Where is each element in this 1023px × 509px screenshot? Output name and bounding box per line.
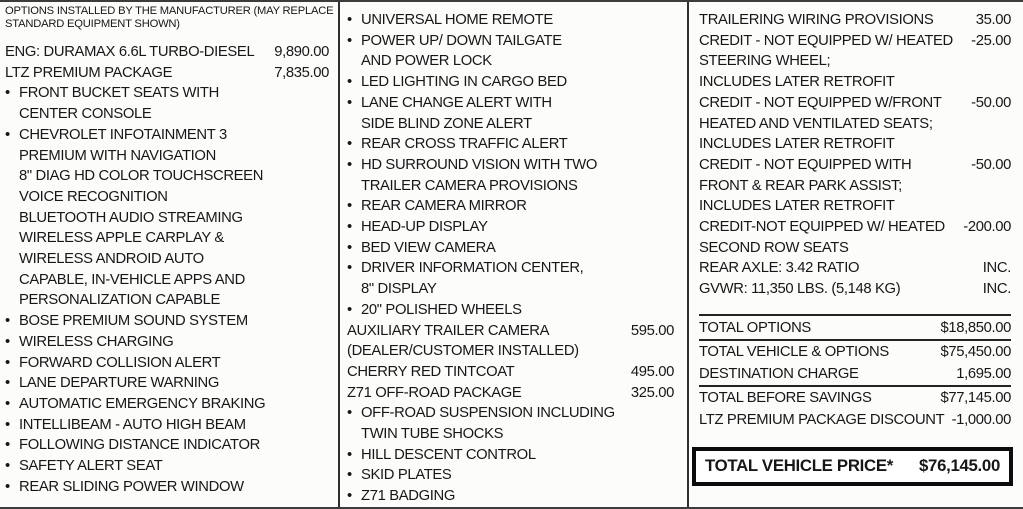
- option-text: HEAD-UP DISPLAY: [361, 219, 488, 236]
- option-text: CENTER CONSOLE: [19, 106, 152, 123]
- option-row: [5, 290, 329, 311]
- option-price: 35.00: [975, 12, 1011, 28]
- option-text: WIRELESS APPLE CARPLAY &: [19, 230, 224, 247]
- bullet-icon: •: [5, 437, 10, 454]
- bullet-icon: •: [347, 12, 352, 28]
- bullet-icon: •: [5, 375, 10, 392]
- option-text: SKID PLATES: [361, 467, 452, 484]
- total-row-value: $75,450.00: [940, 343, 1011, 360]
- option-row: [699, 217, 1011, 238]
- option-text: INTELLIBEAM - AUTO HIGH BEAM: [19, 416, 246, 433]
- option-price: -50.00: [971, 94, 1011, 111]
- bullet-icon: •: [347, 219, 352, 236]
- option-text: Z71 OFF-ROAD PACKAGE: [347, 384, 522, 401]
- option-row: [347, 465, 674, 486]
- bullet-icon: •: [347, 74, 352, 91]
- bullet-icon: •: [5, 395, 10, 412]
- option-text: CREDIT-NOT EQUIPPED W/ HEATED: [699, 219, 945, 236]
- total-row-label: TOTAL VEHICLE & OPTIONS: [699, 343, 889, 360]
- option-row: [699, 134, 1011, 155]
- total-row-value: $18,850.00: [940, 319, 1011, 336]
- option-row: [5, 435, 329, 456]
- option-text: PERSONALIZATION CAPABLE: [19, 292, 221, 309]
- option-row: [699, 114, 1011, 135]
- option-row: [5, 83, 329, 104]
- options-list-left: [5, 42, 329, 497]
- option-text: VOICE RECOGNITION: [19, 188, 168, 205]
- option-row: [347, 403, 674, 424]
- option-row: [5, 166, 329, 187]
- option-row: [347, 31, 674, 52]
- options-column-right: [699, 2, 1011, 486]
- option-text: CHEVROLET INFOTAINMENT 3: [19, 126, 227, 143]
- options-header-line2: STANDARD EQUIPMENT SHOWN): [5, 17, 180, 30]
- bullet-icon: •: [347, 156, 352, 173]
- option-row: [347, 300, 674, 321]
- option-text: BOSE PREMIUM SOUND SYSTEM: [19, 313, 248, 330]
- total-vehicle-price-box: [692, 447, 1013, 486]
- bullet-icon: •: [5, 333, 10, 350]
- bullet-icon: •: [5, 354, 10, 371]
- column-divider-right: [687, 2, 689, 507]
- option-text: SAFETY ALERT SEAT: [19, 458, 163, 475]
- option-text: STEERING WHEEL;: [699, 53, 831, 70]
- total-row: [699, 409, 1011, 431]
- option-text: FORWARD COLLISION ALERT: [19, 354, 221, 371]
- option-text: TRAILERING WIRING PROVISIONS: [699, 12, 934, 28]
- option-text: 8" DIAG HD COLOR TOUCHSCREEN: [19, 168, 264, 185]
- option-price: 7,835.00: [274, 64, 329, 81]
- bullet-icon: •: [347, 198, 352, 215]
- option-text: INCLUDES LATER RETROFIT: [699, 136, 895, 153]
- total-row-label: TOTAL BEFORE SAVINGS: [699, 389, 872, 406]
- option-row: [5, 208, 329, 229]
- option-row: [699, 258, 1011, 279]
- option-text: HD SURROUND VISION WITH TWO: [361, 156, 598, 173]
- option-row: [5, 456, 329, 477]
- option-price: 325.00: [630, 384, 674, 401]
- bullet-icon: •: [5, 416, 10, 433]
- option-price: -50.00: [971, 156, 1011, 173]
- option-row: [5, 270, 329, 291]
- bullet-icon: •: [347, 239, 352, 256]
- option-row: [5, 477, 329, 498]
- bullet-icon: •: [347, 32, 352, 49]
- options-list-middle: [347, 10, 674, 507]
- total-row-value: $77,145.00: [940, 389, 1011, 406]
- option-text: INCLUDES LATER RETROFIT: [699, 74, 895, 91]
- option-text: BLUETOOTH AUDIO STREAMING: [19, 209, 243, 226]
- option-text: CHERRY RED TINTCOAT: [347, 363, 515, 380]
- option-text: WIRELESS ANDROID AUTO: [19, 251, 204, 268]
- option-row: [5, 394, 329, 415]
- option-text: PREMIUM WITH NAVIGATION: [19, 147, 216, 164]
- option-text: REAR CAMERA MIRROR: [361, 198, 527, 215]
- option-text: AUXILIARY TRAILER CAMERA: [347, 322, 550, 339]
- option-text: FRONT BUCKET SEATS WITH: [19, 85, 219, 102]
- option-row: [347, 486, 674, 507]
- bullet-icon: •: [5, 313, 10, 330]
- option-row: [5, 63, 329, 84]
- options-column-middle: [347, 2, 674, 507]
- option-text: FRONT & REAR PARK ASSIST;: [699, 177, 902, 194]
- options-header: [5, 2, 334, 30]
- option-row: [699, 72, 1011, 93]
- option-row: [347, 10, 674, 31]
- option-row: [347, 383, 674, 404]
- option-text: LTZ PREMIUM PACKAGE: [5, 64, 173, 81]
- option-row: [699, 31, 1011, 52]
- option-text: 20" POLISHED WHEELS: [361, 301, 522, 318]
- option-row: [5, 332, 329, 353]
- option-text: CAPABLE, IN-VEHICLE APPS AND: [19, 271, 245, 288]
- option-text: TWIN TUBE SHOCKS: [361, 426, 504, 443]
- option-text: FOLLOWING DISTANCE INDICATOR: [19, 437, 260, 454]
- option-row: [347, 258, 674, 279]
- option-text: CREDIT - NOT EQUIPPED W/ HEATED: [699, 32, 953, 49]
- total-row-value: 1,695.00: [956, 365, 1011, 382]
- bullet-icon: •: [347, 467, 352, 484]
- option-row: [699, 10, 1011, 31]
- bullet-icon: •: [347, 94, 352, 111]
- option-row: [347, 114, 674, 135]
- options-column-left: [5, 2, 334, 497]
- option-price: INC.: [982, 281, 1011, 298]
- option-row: [347, 134, 674, 155]
- option-row: [347, 217, 674, 238]
- option-row: [699, 93, 1011, 114]
- option-text: OFF-ROAD SUSPENSION INCLUDING: [361, 405, 615, 422]
- total-row-label: DESTINATION CHARGE: [699, 365, 859, 382]
- options-list-right: [699, 10, 1011, 300]
- option-text: INCLUDES LATER RETROFIT: [699, 198, 895, 215]
- option-price: 9,890.00: [274, 44, 329, 60]
- option-text: REAR SLIDING POWER WINDOW: [19, 478, 244, 495]
- option-row: [699, 196, 1011, 217]
- option-text: SIDE BLIND ZONE ALERT: [361, 115, 532, 132]
- option-text: ENG: DURAMAX 6.6L TURBO-DIESEL: [5, 44, 255, 60]
- option-row: [699, 155, 1011, 176]
- option-text: HEATED AND VENTILATED SEATS;: [699, 115, 933, 132]
- option-row: [347, 362, 674, 383]
- option-price: -25.00: [971, 32, 1011, 49]
- option-text: BED VIEW CAMERA: [361, 239, 496, 256]
- option-text: 8" DISPLAY: [361, 281, 437, 298]
- bullet-icon: •: [347, 405, 352, 422]
- total-row: [699, 387, 1011, 409]
- option-row: [347, 445, 674, 466]
- bullet-icon: •: [347, 260, 352, 277]
- option-text: LANE DEPARTURE WARNING: [19, 375, 220, 392]
- option-text: GVWR: 11,350 LBS. (5,148 KG): [699, 281, 901, 298]
- total-row: [699, 314, 1011, 341]
- option-row: [347, 176, 674, 197]
- option-row: [5, 415, 329, 436]
- option-row: [5, 249, 329, 270]
- option-text: (DEALER/CUSTOMER INSTALLED): [347, 343, 579, 360]
- option-row: [5, 373, 329, 394]
- option-text: REAR AXLE: 3.42 RATIO: [699, 260, 860, 277]
- column-divider-left: [338, 2, 340, 507]
- option-price: INC.: [982, 260, 1011, 277]
- option-text: CREDIT - NOT EQUIPPED W/FRONT: [699, 94, 942, 111]
- option-text: LANE CHANGE ALERT WITH: [361, 94, 552, 111]
- total-vehicle-price-label: TOTAL VEHICLE PRICE*: [705, 455, 893, 475]
- option-text: AND POWER LOCK: [361, 53, 492, 70]
- option-row: [699, 176, 1011, 197]
- option-text: TRAILER CAMERA PROVISIONS: [361, 177, 578, 194]
- total-row: [699, 363, 1011, 387]
- option-row: [347, 93, 674, 114]
- option-row: [347, 155, 674, 176]
- option-text: DRIVER INFORMATION CENTER,: [361, 260, 584, 277]
- bullet-icon: •: [347, 488, 352, 505]
- bullet-icon: •: [5, 85, 10, 102]
- bullet-icon: •: [5, 478, 10, 495]
- option-text: UNIVERSAL HOME REMOTE: [361, 12, 553, 28]
- option-text: CREDIT - NOT EQUIPPED WITH: [699, 156, 912, 173]
- bullet-icon: •: [347, 301, 352, 318]
- total-row-label: TOTAL OPTIONS: [699, 319, 811, 336]
- option-row: [699, 279, 1011, 300]
- option-row: [347, 321, 674, 342]
- option-row: [5, 187, 329, 208]
- total-vehicle-price-value: $76,145.00: [919, 455, 1000, 475]
- bullet-icon: •: [347, 446, 352, 463]
- option-row: [5, 311, 329, 332]
- option-text: AUTOMATIC EMERGENCY BRAKING: [19, 395, 266, 412]
- option-text: SECOND ROW SEATS: [699, 239, 849, 256]
- bullet-icon: •: [347, 136, 352, 153]
- option-row: [5, 125, 329, 146]
- option-row: [347, 341, 674, 362]
- option-text: HILL DESCENT CONTROL: [361, 446, 536, 463]
- option-text: WIRELESS CHARGING: [19, 333, 174, 350]
- totals-section: [699, 314, 1011, 431]
- option-row: [347, 424, 674, 445]
- options-header-line1: OPTIONS INSTALLED BY THE MANUFACTURER (MAY REPLACE: [5, 5, 334, 17]
- option-row: [5, 104, 329, 125]
- option-row: [699, 51, 1011, 72]
- option-price: 595.00: [630, 322, 674, 339]
- total-row-label: LTZ PREMIUM PACKAGE DISCOUNT: [699, 411, 945, 428]
- option-row: [347, 196, 674, 217]
- option-text: LED LIGHTING IN CARGO BED: [361, 74, 567, 91]
- total-row: [699, 341, 1011, 363]
- option-row: [347, 51, 674, 72]
- option-text: REAR CROSS TRAFFIC ALERT: [361, 136, 568, 153]
- option-price: 495.00: [630, 363, 674, 380]
- option-row: [5, 228, 329, 249]
- option-row: [5, 353, 329, 374]
- option-text: Z71 BADGING: [361, 488, 455, 505]
- option-row: [699, 238, 1011, 259]
- bullet-icon: •: [5, 126, 10, 143]
- option-text: POWER UP/ DOWN TAILGATE: [361, 32, 562, 49]
- option-row: [347, 238, 674, 259]
- option-price: -200.00: [963, 219, 1011, 236]
- total-row-value: -1,000.00: [951, 411, 1011, 428]
- option-row: [5, 42, 329, 63]
- option-row: [347, 279, 674, 300]
- option-row: [5, 146, 329, 167]
- option-row: [347, 72, 674, 93]
- bullet-icon: •: [5, 458, 10, 475]
